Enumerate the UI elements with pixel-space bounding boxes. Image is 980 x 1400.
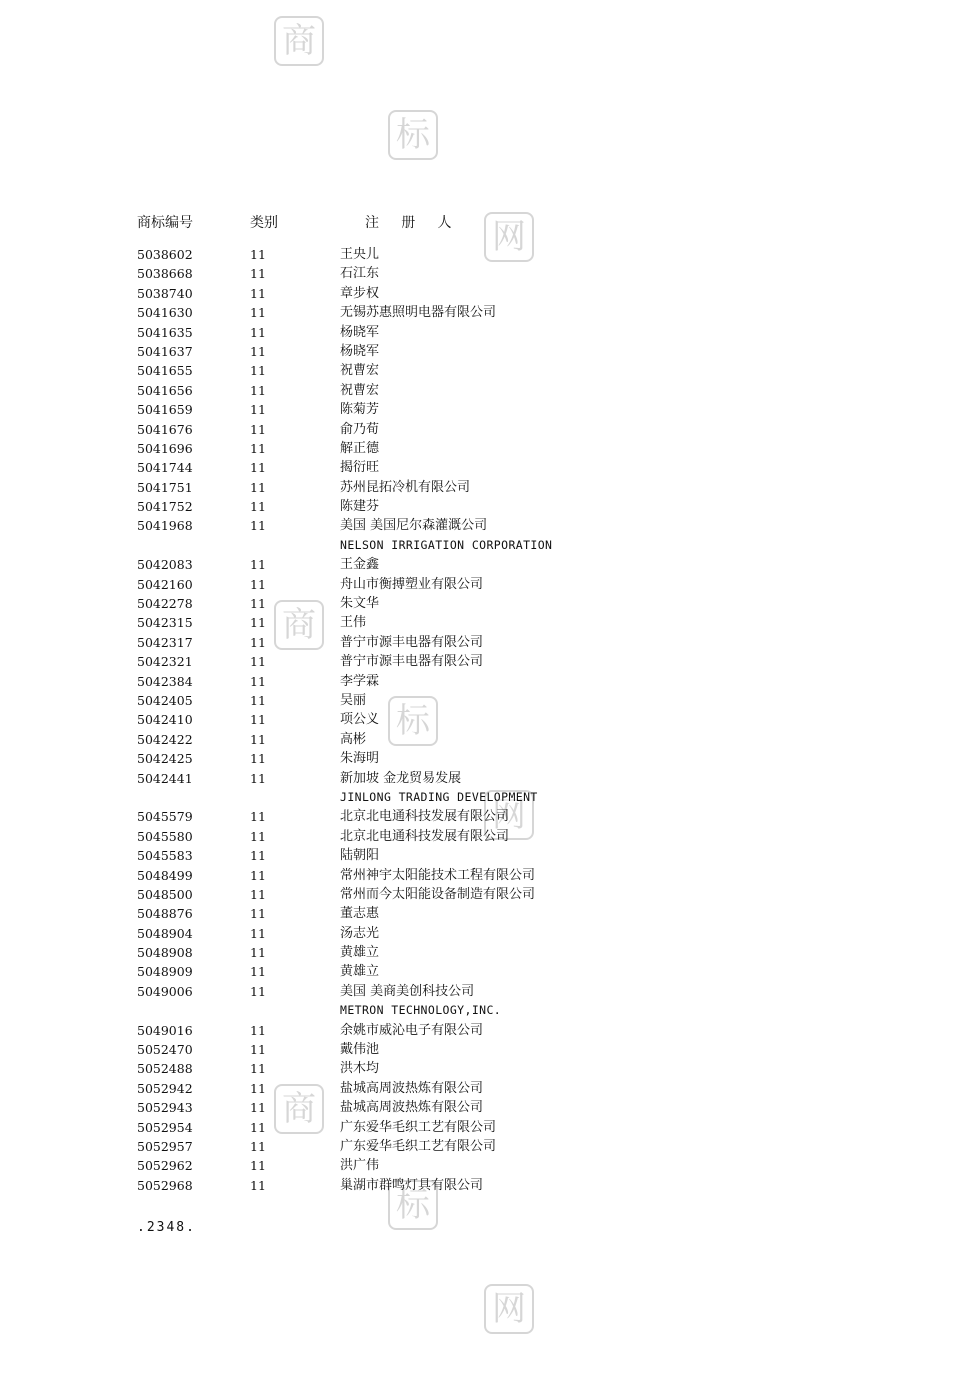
table-row [137, 924, 837, 943]
table-row [137, 866, 837, 885]
trademark-number: 5049016 [137, 1022, 193, 1038]
registrant-cell: 美国 美国尼尔森灌溉公司 [340, 518, 488, 534]
registrant-cell: 石江东 [340, 266, 380, 282]
trademark-number: 5052470 [137, 1042, 193, 1058]
registrant-cell: 普宁市源丰电器有限公司 [340, 654, 484, 670]
class-cell: 11 [250, 343, 266, 359]
trademark-number: 5041744 [137, 460, 193, 476]
table-row [137, 749, 837, 768]
watermark-shang: 商 [274, 1084, 324, 1134]
registrant-cell: 无锡苏惠照明电器有限公司 [340, 305, 497, 321]
trademark-number: 5042083 [137, 557, 193, 573]
table-row [137, 594, 837, 613]
table-row [137, 497, 837, 516]
class-cell: 11 [250, 886, 266, 902]
class-cell: 11 [250, 402, 266, 418]
table-row [137, 361, 837, 380]
table-row [137, 1137, 837, 1156]
class-cell: 11 [250, 770, 266, 786]
class-cell: 11 [250, 809, 266, 825]
class-cell: 11 [250, 518, 266, 534]
table-row [137, 478, 837, 497]
table-row [137, 516, 837, 535]
trademark-number: 5042278 [137, 596, 193, 612]
trademark-number: 5038740 [137, 285, 193, 301]
registrant-cell: 洪木均 [340, 1061, 380, 1077]
registrant-cell: 苏州昆拓冷机有限公司 [340, 479, 471, 495]
class-cell: 11 [250, 828, 266, 844]
class-cell: 11 [250, 1042, 266, 1058]
class-cell: 11 [250, 1158, 266, 1174]
class-cell: 11 [250, 1119, 266, 1135]
class-cell: 11 [250, 1177, 266, 1193]
table-row [137, 613, 837, 632]
trademark-number: 5042422 [137, 731, 193, 747]
class-cell: 11 [250, 751, 266, 767]
registrant-cell: 黄雄立 [340, 964, 380, 980]
registrant-cell: 普宁市源丰电器有限公司 [340, 634, 484, 650]
table-row [137, 633, 837, 652]
registrant-cell: 广东爱华毛织工艺有限公司 [340, 1119, 497, 1135]
registrant-cell: 新加坡 金龙贸易发展 [340, 770, 462, 786]
table-row [137, 245, 837, 264]
registrant-cell: 盐城高周波热炼有限公司 [340, 1100, 484, 1116]
class-cell: 11 [250, 945, 266, 961]
table-row [137, 982, 837, 1001]
table-row [137, 420, 837, 439]
column-header-class: 类别 [250, 215, 278, 231]
trademark-number: 5048876 [137, 906, 193, 922]
table-row [137, 1040, 837, 1059]
trademark-number: 5041752 [137, 499, 193, 515]
class-cell: 11 [250, 1080, 266, 1096]
trademark-table [137, 245, 837, 1195]
table-row [137, 555, 837, 574]
class-cell: 11 [250, 712, 266, 728]
trademark-number: 5041676 [137, 421, 193, 437]
trademark-number: 5038668 [137, 266, 193, 282]
class-cell: 11 [250, 964, 266, 980]
trademark-number: 5052968 [137, 1177, 193, 1193]
trademark-number: 5041659 [137, 402, 193, 418]
table-row [137, 943, 837, 962]
table-row [137, 1079, 837, 1098]
registrant-cell: NELSON IRRIGATION CORPORATION [340, 537, 553, 552]
table-row [137, 807, 837, 826]
class-cell: 11 [250, 421, 266, 437]
registrant-cell: 揭衍旺 [340, 460, 380, 476]
watermark-wang: 网 [484, 790, 534, 840]
registrant-cell: 吴丽 [340, 692, 367, 708]
table-row [137, 730, 837, 749]
trademark-number: 5041656 [137, 382, 193, 398]
trademark-number: 5042410 [137, 712, 193, 728]
registrant-cell: 戴伟池 [340, 1042, 380, 1058]
table-row [137, 904, 837, 923]
class-cell: 11 [250, 285, 266, 301]
registrant-cell: 北京北电通科技发展有限公司 [340, 809, 510, 825]
class-cell: 11 [250, 305, 266, 321]
column-header-registrant-char: 册 [401, 215, 416, 231]
registrant-cell: 董志惠 [340, 906, 380, 922]
registrant-cell: 项公义 [340, 712, 380, 728]
trademark-number: 5041751 [137, 479, 193, 495]
table-row [137, 1156, 837, 1175]
registrant-cell: 王伟 [340, 615, 367, 631]
class-cell: 11 [250, 692, 266, 708]
table-row [137, 458, 837, 477]
class-cell: 11 [250, 382, 266, 398]
class-cell: 11 [250, 440, 266, 456]
registrant-cell: 章步权 [340, 285, 380, 301]
class-cell: 11 [250, 499, 266, 515]
table-row [137, 672, 837, 691]
table-row [137, 536, 837, 555]
table-row [137, 788, 837, 807]
trademark-number: 5052962 [137, 1158, 193, 1174]
class-cell: 11 [250, 634, 266, 650]
trademark-number: 5042315 [137, 615, 193, 631]
table-row [137, 1176, 837, 1195]
watermark-biao: 标 [388, 110, 438, 160]
class-cell: 11 [250, 557, 266, 573]
class-cell: 11 [250, 848, 266, 864]
trademark-number: 5042441 [137, 770, 193, 786]
watermark-shang: 商 [274, 600, 324, 650]
trademark-number: 5048499 [137, 867, 193, 883]
trademark-number: 5042384 [137, 673, 193, 689]
class-cell: 11 [250, 576, 266, 592]
trademark-number: 5041630 [137, 305, 193, 321]
class-cell: 11 [250, 363, 266, 379]
registrant-cell: 常州神宇太阳能技术工程有限公司 [340, 867, 536, 883]
table-row [137, 323, 837, 342]
page-number: .2348. [137, 1220, 196, 1235]
trademark-number: 5041635 [137, 324, 193, 340]
registrant-cell: 祝曹宏 [340, 382, 380, 398]
registrant-cell: 黄雄立 [340, 945, 380, 961]
column-header-registrant-char: 人 [437, 215, 452, 231]
class-cell: 11 [250, 460, 266, 476]
table-header [137, 212, 837, 234]
table-row [137, 710, 837, 729]
registrant-cell: 陈菊芳 [340, 402, 380, 418]
trademark-number: 5041637 [137, 343, 193, 359]
trademark-number: 5052942 [137, 1080, 193, 1096]
registrant-cell: 盐城高周波热炼有限公司 [340, 1080, 484, 1096]
registrant-cell: 广东爱华毛织工艺有限公司 [340, 1138, 497, 1154]
registrant-cell: 朱海明 [340, 751, 380, 767]
registrant-cell: 余姚市威沁电子有限公司 [340, 1022, 484, 1038]
registrant-cell: 朱文华 [340, 596, 380, 612]
trademark-number: 5048500 [137, 886, 193, 902]
trademark-number: 5052957 [137, 1138, 193, 1154]
trademark-number: 5041696 [137, 440, 193, 456]
column-header-number: 商标编号 [137, 215, 193, 231]
registrant-cell: 美国 美商美创科技公司 [340, 983, 475, 999]
trademark-number: 5052954 [137, 1119, 193, 1135]
watermark-biao: 标 [388, 1180, 438, 1230]
trademark-number: 5042160 [137, 576, 193, 592]
watermark-biao: 标 [388, 696, 438, 746]
class-cell: 11 [250, 906, 266, 922]
table-row [137, 381, 837, 400]
registrant-cell: 李学霖 [340, 673, 380, 689]
class-cell: 11 [250, 731, 266, 747]
trademark-number: 5041655 [137, 363, 193, 379]
class-cell: 11 [250, 247, 266, 262]
table-row [137, 342, 837, 361]
table-row [137, 846, 837, 865]
registrant-cell: 杨晓军 [340, 343, 380, 359]
registrant-cell: 陈建芬 [340, 499, 380, 515]
trademark-number: 5042425 [137, 751, 193, 767]
trademark-number: 5041968 [137, 518, 193, 534]
table-row [137, 1059, 837, 1078]
registrant-cell: 洪广伟 [340, 1158, 380, 1174]
column-header-registrant [365, 212, 452, 232]
registrant-cell: 舟山市衡搏塑业有限公司 [340, 576, 484, 592]
table-row [137, 284, 837, 303]
table-row [137, 827, 837, 846]
trademark-number: 5048904 [137, 925, 193, 941]
table-row [137, 264, 837, 283]
trademark-number: 5045579 [137, 809, 193, 825]
class-cell: 11 [250, 596, 266, 612]
trademark-number: 5042321 [137, 654, 193, 670]
trademark-number: 5052488 [137, 1061, 193, 1077]
watermark-wang: 网 [484, 1284, 534, 1334]
class-cell: 11 [250, 1022, 266, 1038]
table-row [137, 400, 837, 419]
class-cell: 11 [250, 1061, 266, 1077]
trademark-number: 5042317 [137, 634, 193, 650]
class-cell: 11 [250, 1100, 266, 1116]
registrant-cell: METRON TECHNOLOGY,INC. [340, 1003, 502, 1018]
table-row [137, 1098, 837, 1117]
table-row [137, 769, 837, 788]
watermark-wang: 网 [484, 212, 534, 262]
table-row [137, 439, 837, 458]
table-row [137, 303, 837, 322]
trademark-number: 5045580 [137, 828, 193, 844]
class-cell: 11 [250, 654, 266, 670]
trademark-number: 5048908 [137, 945, 193, 961]
table-row [137, 652, 837, 671]
table-row [137, 1001, 837, 1020]
class-cell: 11 [250, 673, 266, 689]
registrant-cell: 王金鑫 [340, 557, 380, 573]
registrant-cell: 王央儿 [340, 247, 380, 262]
trademark-number: 5042405 [137, 692, 193, 708]
registrant-cell: 常州而今太阳能设备制造有限公司 [340, 886, 536, 902]
registrant-cell: 高彬 [340, 731, 367, 747]
registrant-cell: 陆朝阳 [340, 848, 380, 864]
registrant-cell: 巢湖市群鸣灯具有限公司 [340, 1177, 484, 1193]
registrant-cell: 俞乃荀 [340, 421, 380, 437]
registrant-cell: 祝曹宏 [340, 363, 380, 379]
registrant-cell: 北京北电通科技发展有限公司 [340, 828, 510, 844]
table-row [137, 1021, 837, 1040]
column-header-registrant-char: 注 [365, 215, 379, 231]
table-row [137, 885, 837, 904]
class-cell: 11 [250, 1138, 266, 1154]
class-cell: 11 [250, 615, 266, 631]
table-row [137, 962, 837, 981]
class-cell: 11 [250, 925, 266, 941]
class-cell: 11 [250, 324, 266, 340]
registrant-cell: 杨晓军 [340, 324, 380, 340]
table-row [137, 691, 837, 710]
trademark-number: 5045583 [137, 848, 193, 864]
trademark-number: 5048909 [137, 964, 193, 980]
class-cell: 11 [250, 479, 266, 495]
watermark-shang: 商 [274, 16, 324, 66]
trademark-number: 5052943 [137, 1100, 193, 1116]
registrant-cell: 汤志光 [340, 925, 380, 941]
trademark-number: 5038602 [137, 247, 193, 262]
class-cell: 11 [250, 266, 266, 282]
class-cell: 11 [250, 867, 266, 883]
registrant-cell: JINLONG TRADING DEVELOPMENT [340, 789, 538, 804]
table-row [137, 575, 837, 594]
table-row [137, 1118, 837, 1137]
trademark-number: 5049006 [137, 983, 193, 999]
registrant-cell: 解正德 [340, 440, 380, 456]
class-cell: 11 [250, 983, 266, 999]
